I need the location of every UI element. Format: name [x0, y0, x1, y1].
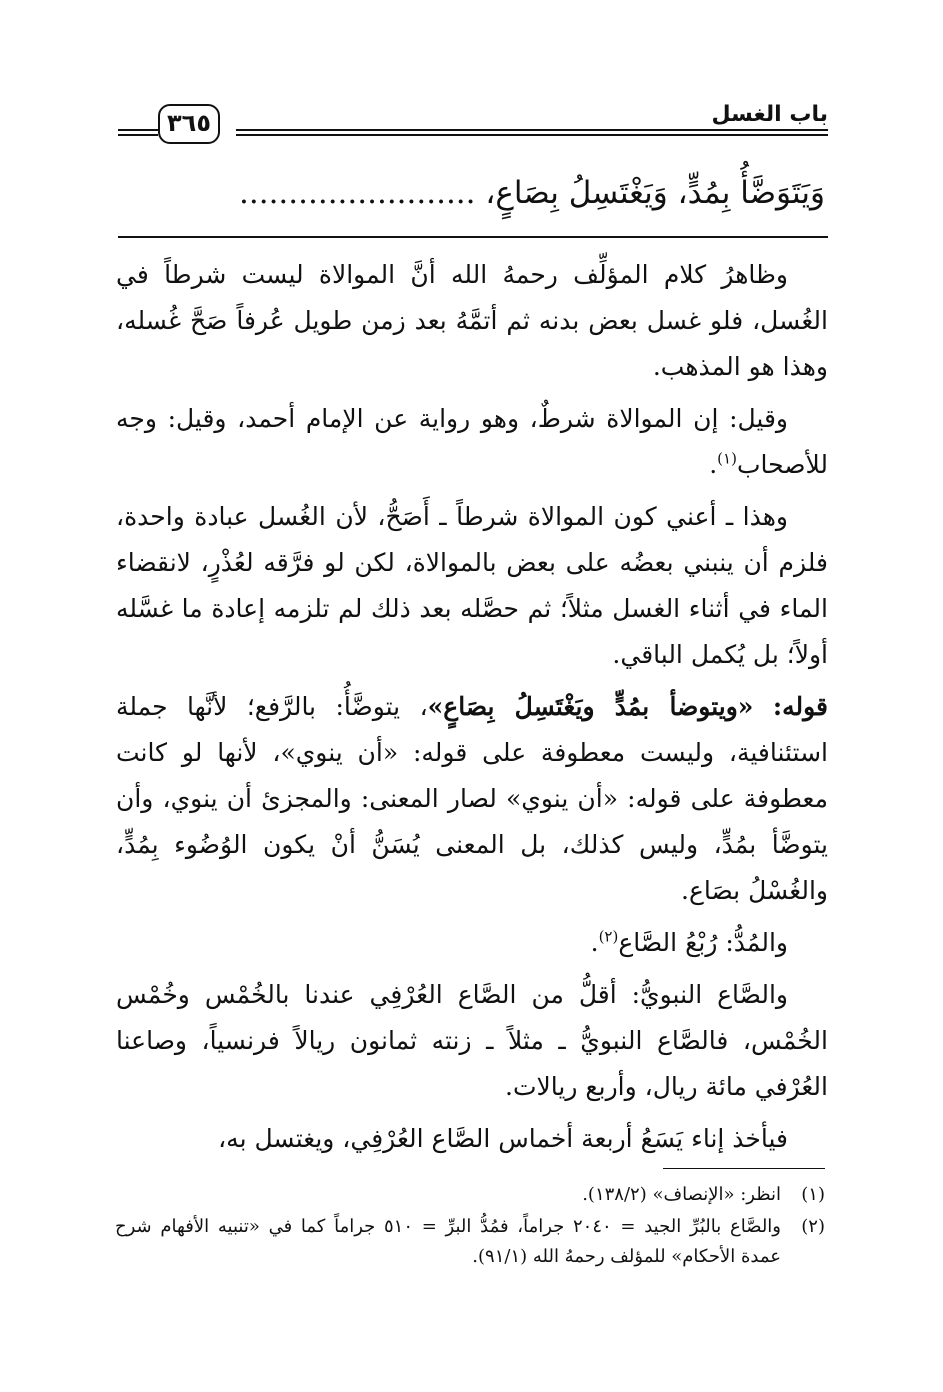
footnote-ref-2[interactable]: (٢) — [598, 927, 619, 946]
matn-text: وَيَتَوَضَّأُ بِمُدٍّ، وَيَغْتَسِلُ بِصَاعٍ، — [485, 175, 825, 211]
paragraph-4-text: ، يتوضَّأُ: بالرَّفع؛ لأنَّها جملة استئنافية، وليست معطوفة على قوله: «أن ينوي»، لأنها لو كانت معطوفة على قوله: «أن ينوي» لصار المعنى: والمجزئ أن ينوي، وأن يتوضَّأ بمُدٍّ، وليس كذلك، بل المعنى يُسَنُّ أنْ يكون الوُضُوء بِمُدٍّ، والغُسْلُ بصَاع. — [116, 692, 828, 905]
paragraph-2-text: وقيل: إن الموالاة شرطٌ، وهو رواية عن الإمام أحمد، وقيل: وجه للأصحاب — [116, 404, 828, 479]
matn-line — [115, 168, 825, 218]
commentary-body — [116, 252, 828, 1168]
header-double-rule — [236, 129, 828, 136]
chapter-title: باب الغسل — [711, 102, 828, 127]
footnote-ref-1[interactable]: (١) — [717, 449, 737, 468]
paragraph-4 — [116, 684, 828, 914]
paragraph-5-text: والمُدُّ: رُبْعُ الصَّاع — [618, 928, 788, 957]
paragraph-7: فيأخذ إناء يَسَعُ أربعة أخماس الصَّاع العُرْفِي، ويغتسل به، — [218, 1124, 788, 1153]
footnotes — [115, 1180, 825, 1274]
footnote-1 — [115, 1180, 825, 1210]
page-number: ٣٦٥ — [158, 104, 220, 144]
footnote-separator — [663, 1168, 825, 1169]
header-double-rule-left — [118, 129, 158, 136]
matn-separator-rule — [118, 236, 828, 238]
footnote-number: (٢) — [801, 1216, 825, 1237]
paragraph-2 — [116, 396, 828, 488]
matn-quote: «ويتوضأ بمُدٍّ ويَغْتَسِلُ بِصَاعٍ» — [427, 692, 754, 721]
footnote-2 — [115, 1212, 825, 1272]
footnote-number: (١) — [801, 1184, 825, 1205]
paragraph-5-end: . — [590, 928, 599, 957]
footnote-text: والصَّاع بالبُرِّ الجيد = ٢٠٤٠ جراماً، فمُدُّ البرِّ = ٥١٠ جراماً كما في «تنبيه الأفهام شرح عمدة الأحكام» للمؤلف رحمهُ الله (٩١/١). — [115, 1216, 781, 1267]
footnote-text: انظر: «الإنصاف» (١٣٨/٢). — [582, 1184, 781, 1205]
paragraph-1: وظاهرُ كلام المؤلِّف رحمهُ الله أنَّ الموالاة ليست شرطاً في الغُسل، فلو غسل بعض بدنه ثم أتمَّهُ بعد زمن طويل عُرفاً صَحَّ غُسله، وهذا هو المذهب. — [116, 260, 828, 381]
qawluhu-label: قوله: — [772, 692, 828, 721]
paragraph-5 — [116, 920, 828, 966]
paragraph-2-end: . — [709, 450, 718, 479]
paragraph-3: وهذا ـ أعني كون الموالاة شرطاً ـ أَصَحُّ، لأن الغُسل عبادة واحدة، فلزم أن ينبني بعضُه على بعض بالموالاة، لكن لو فرَّقه لعُذْرٍ، لانقضاء الماء في أثناء الغسل مثلاً؛ ثم حصَّله بعد ذلك لم تلزمه إعادة ما غسَّله أولاً؛ بل يُكمل الباقي. — [116, 502, 828, 669]
page-header — [118, 92, 828, 152]
paragraph-6: والصَّاع النبويُّ: أقلُّ من الصَّاع العُرْفِي عندنا بالخُمْس وخُمْس الخُمْس، فالصَّاع النبويُّ ـ مثلاً ـ زنته ثمانون ريالاً فرنسياً، وصاعنا العُرْفي مائة ريال، وأربع ريالات. — [116, 980, 828, 1101]
matn-dots: ........................ — [239, 175, 476, 211]
